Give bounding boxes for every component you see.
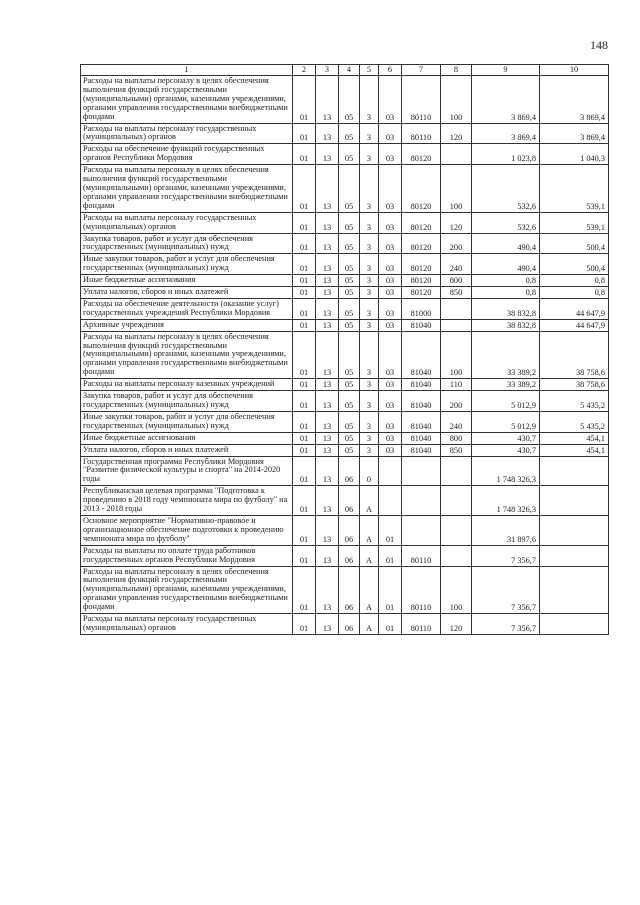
program-code-cell: 06: [339, 614, 360, 635]
table-row: [81, 379, 609, 391]
event-code-cell: 01: [379, 545, 402, 566]
table-row: [81, 486, 609, 516]
row-name-cell: Расходы на выплаты по оплате труда работников государственных органов Республики Мордовия: [81, 545, 293, 566]
expense-type-cell: [441, 486, 472, 516]
amount-year2-cell: 454,1: [540, 444, 609, 456]
expense-type-cell: [441, 456, 472, 486]
subprogram-code-cell: А: [360, 566, 379, 614]
expense-type-cell: [441, 319, 472, 331]
amount-year2-cell: [540, 614, 609, 635]
row-name-cell: Основное мероприятие "Нормативно-правовое и организационное обеспечение подготовки к проведению чемпионата мира по футболу": [81, 515, 293, 545]
expense-type-cell: 120: [441, 123, 472, 144]
event-code-cell: 03: [379, 76, 402, 124]
table-row: [81, 444, 609, 456]
event-code-cell: 03: [379, 379, 402, 391]
header-cell: 7: [402, 65, 441, 76]
amount-year2-cell: 44 647,9: [540, 319, 609, 331]
section-code-cell: 01: [293, 432, 316, 444]
direction-code-cell: 80120: [402, 287, 441, 299]
amount-year1-cell: 0,8: [472, 287, 540, 299]
program-code-cell: 05: [339, 76, 360, 124]
event-code-cell: 03: [379, 275, 402, 287]
amount-year1-cell: 1 748 326,3: [472, 456, 540, 486]
direction-code-cell: 81040: [402, 432, 441, 444]
amount-year1-cell: 3 869,4: [472, 123, 540, 144]
table-row: [81, 614, 609, 635]
amount-year1-cell: 3 869,4: [472, 76, 540, 124]
subprogram-code-cell: 3: [360, 432, 379, 444]
amount-year1-cell: 7 356,7: [472, 614, 540, 635]
subsection-code-cell: 13: [316, 254, 339, 275]
event-code-cell: [379, 456, 402, 486]
table-row: [81, 287, 609, 299]
amount-year2-cell: [540, 545, 609, 566]
row-name-cell: Иные закупки товаров, работ и услуг для обеспечения государственных (муниципальных) нужд: [81, 411, 293, 432]
event-code-cell: 03: [379, 144, 402, 165]
amount-year2-cell: 3 869,4: [540, 123, 609, 144]
subprogram-code-cell: А: [360, 486, 379, 516]
expense-type-cell: 200: [441, 391, 472, 412]
program-code-cell: 05: [339, 379, 360, 391]
amount-year2-cell: 0,8: [540, 275, 609, 287]
expense-type-cell: 800: [441, 275, 472, 287]
row-name-cell: Закупка товаров, работ и услуг для обеспечения государственных (муниципальных) нужд: [81, 233, 293, 254]
section-code-cell: 01: [293, 298, 316, 319]
table-row: [81, 515, 609, 545]
direction-code-cell: [402, 515, 441, 545]
event-code-cell: 03: [379, 233, 402, 254]
section-code-cell: 01: [293, 456, 316, 486]
section-code-cell: 01: [293, 444, 316, 456]
table-row: [81, 144, 609, 165]
subprogram-code-cell: 3: [360, 391, 379, 412]
table-row: [81, 456, 609, 486]
program-code-cell: 06: [339, 566, 360, 614]
row-name-cell: Республиканская целевая программа "Подготовка к проведению в 2018 году чемпионата мира по футболу" на 2013 - 2018 годы: [81, 486, 293, 516]
expense-type-cell: 100: [441, 331, 472, 379]
table-row: [81, 331, 609, 379]
amount-year2-cell: 500,4: [540, 254, 609, 275]
section-code-cell: 01: [293, 254, 316, 275]
program-code-cell: 06: [339, 515, 360, 545]
amount-year2-cell: 539,1: [540, 165, 609, 213]
event-code-cell: 01: [379, 614, 402, 635]
header-cell: 8: [441, 65, 472, 76]
row-name-cell: Уплата налогов, сборов и иных платежей: [81, 444, 293, 456]
table-row: [81, 165, 609, 213]
subsection-code-cell: 13: [316, 76, 339, 124]
section-code-cell: 01: [293, 319, 316, 331]
subsection-code-cell: 13: [316, 566, 339, 614]
table-row: [81, 298, 609, 319]
table-row: [81, 391, 609, 412]
row-name-cell: Расходы на выплаты персоналу государственных (муниципальных) органов: [81, 614, 293, 635]
subsection-code-cell: 13: [316, 319, 339, 331]
amount-year2-cell: 3 869,4: [540, 76, 609, 124]
amount-year1-cell: 33 389,2: [472, 331, 540, 379]
header-cell: 6: [379, 65, 402, 76]
section-code-cell: 01: [293, 144, 316, 165]
header-cell: 1: [81, 65, 293, 76]
budget-table: [80, 64, 609, 635]
subsection-code-cell: 13: [316, 444, 339, 456]
table-row: [81, 233, 609, 254]
event-code-cell: 03: [379, 165, 402, 213]
table-row: [81, 411, 609, 432]
subsection-code-cell: 13: [316, 411, 339, 432]
expense-type-cell: 800: [441, 432, 472, 444]
table-row: [81, 566, 609, 614]
section-code-cell: 01: [293, 123, 316, 144]
program-code-cell: 06: [339, 486, 360, 516]
amount-year1-cell: 1 748 326,3: [472, 486, 540, 516]
row-name-cell: Расходы на обеспечение функций государственных органов Республики Мордовия: [81, 144, 293, 165]
expense-type-cell: 110: [441, 379, 472, 391]
program-code-cell: 05: [339, 391, 360, 412]
row-name-cell: Иные бюджетные ассигнования: [81, 275, 293, 287]
header-cell: 3: [316, 65, 339, 76]
amount-year1-cell: 430,7: [472, 444, 540, 456]
subsection-code-cell: 13: [316, 391, 339, 412]
program-code-cell: 05: [339, 432, 360, 444]
subprogram-code-cell: 3: [360, 144, 379, 165]
subprogram-code-cell: 3: [360, 76, 379, 124]
direction-code-cell: 80110: [402, 545, 441, 566]
amount-year2-cell: [540, 566, 609, 614]
table-row: [81, 123, 609, 144]
subprogram-code-cell: А: [360, 614, 379, 635]
event-code-cell: 03: [379, 319, 402, 331]
amount-year1-cell: 490,4: [472, 233, 540, 254]
section-code-cell: 01: [293, 331, 316, 379]
program-code-cell: 05: [339, 254, 360, 275]
section-code-cell: 01: [293, 287, 316, 299]
direction-code-cell: 80120: [402, 275, 441, 287]
amount-year2-cell: 454,1: [540, 432, 609, 444]
expense-type-cell: [441, 545, 472, 566]
section-code-cell: 01: [293, 566, 316, 614]
event-code-cell: 03: [379, 298, 402, 319]
amount-year1-cell: 7 356,7: [472, 566, 540, 614]
expense-type-cell: 120: [441, 212, 472, 233]
subsection-code-cell: 13: [316, 287, 339, 299]
row-name-cell: Расходы на выплаты персоналу казенных учреждений: [81, 379, 293, 391]
subsection-code-cell: 13: [316, 614, 339, 635]
subsection-code-cell: 13: [316, 165, 339, 213]
subsection-code-cell: 13: [316, 331, 339, 379]
row-name-cell: Расходы на выплаты персоналу государственных (муниципальных) органов: [81, 212, 293, 233]
amount-year2-cell: 5 435,2: [540, 411, 609, 432]
event-code-cell: 03: [379, 411, 402, 432]
event-code-cell: 03: [379, 432, 402, 444]
section-code-cell: 01: [293, 379, 316, 391]
program-code-cell: 05: [339, 275, 360, 287]
section-code-cell: 01: [293, 545, 316, 566]
amount-year1-cell: 1 023,8: [472, 144, 540, 165]
row-name-cell: Архивные учреждения: [81, 319, 293, 331]
subsection-code-cell: 13: [316, 379, 339, 391]
subprogram-code-cell: 3: [360, 254, 379, 275]
program-code-cell: 05: [339, 411, 360, 432]
direction-code-cell: 81040: [402, 444, 441, 456]
amount-year2-cell: 38 758,6: [540, 379, 609, 391]
row-name-cell: Иные закупки товаров, работ и услуг для обеспечения государственных (муниципальных) нужд: [81, 254, 293, 275]
amount-year1-cell: 490,4: [472, 254, 540, 275]
subprogram-code-cell: 3: [360, 444, 379, 456]
amount-year2-cell: 1 040,3: [540, 144, 609, 165]
event-code-cell: 03: [379, 287, 402, 299]
subsection-code-cell: 13: [316, 233, 339, 254]
direction-code-cell: 80110: [402, 76, 441, 124]
row-name-cell: Расходы на обеспечение деятельности (оказание услуг) государственных учреждений Республики Мордовия: [81, 298, 293, 319]
subsection-code-cell: 13: [316, 486, 339, 516]
table-body: [81, 76, 609, 635]
amount-year2-cell: [540, 486, 609, 516]
program-code-cell: 05: [339, 144, 360, 165]
direction-code-cell: 81040: [402, 319, 441, 331]
row-name-cell: Расходы на выплаты персоналу в целях обеспечения выполнения функций государственными (муниципальными) органами, казенными учреждениями, органами управления государственными внебюджетными фондами: [81, 566, 293, 614]
program-code-cell: 05: [339, 444, 360, 456]
expense-type-cell: 240: [441, 411, 472, 432]
direction-code-cell: 80110: [402, 123, 441, 144]
table-row: [81, 76, 609, 124]
event-code-cell: 03: [379, 123, 402, 144]
subsection-code-cell: 13: [316, 144, 339, 165]
subsection-code-cell: 13: [316, 432, 339, 444]
subprogram-code-cell: 3: [360, 233, 379, 254]
subsection-code-cell: 13: [316, 123, 339, 144]
expense-type-cell: 850: [441, 287, 472, 299]
subprogram-code-cell: А: [360, 515, 379, 545]
direction-code-cell: 80120: [402, 165, 441, 213]
table-row: [81, 319, 609, 331]
section-code-cell: 01: [293, 411, 316, 432]
row-name-cell: Расходы на выплаты персоналу в целях обеспечения выполнения функций государственными (муниципальными) органами, казенными учреждениями, органами управления государственными внебюджетными фондами: [81, 331, 293, 379]
expense-type-cell: 200: [441, 233, 472, 254]
event-code-cell: 03: [379, 391, 402, 412]
direction-code-cell: 80120: [402, 212, 441, 233]
expense-type-cell: 120: [441, 614, 472, 635]
row-name-cell: Расходы на выплаты персоналу в целях обеспечения выполнения функций государственными (муниципальными) органами, казенными учреждениями, органами управления государственными внебюджетными фондами: [81, 76, 293, 124]
amount-year2-cell: 5 435,2: [540, 391, 609, 412]
row-name-cell: Закупка товаров, работ и услуг для обеспечения государственных (муниципальных) нужд: [81, 391, 293, 412]
direction-code-cell: 81040: [402, 391, 441, 412]
amount-year1-cell: 38 832,8: [472, 298, 540, 319]
section-code-cell: 01: [293, 515, 316, 545]
subprogram-code-cell: 3: [360, 212, 379, 233]
expense-type-cell: 100: [441, 566, 472, 614]
subsection-code-cell: 13: [316, 456, 339, 486]
amount-year2-cell: 500,4: [540, 233, 609, 254]
header-cell: 9: [472, 65, 540, 76]
page-number: 148: [590, 38, 608, 52]
amount-year1-cell: 0,8: [472, 275, 540, 287]
amount-year1-cell: 5 012,9: [472, 411, 540, 432]
section-code-cell: 01: [293, 275, 316, 287]
direction-code-cell: 81040: [402, 331, 441, 379]
subprogram-code-cell: 3: [360, 379, 379, 391]
table-header-row: [81, 65, 609, 76]
header-cell: 5: [360, 65, 379, 76]
event-code-cell: 01: [379, 566, 402, 614]
subprogram-code-cell: 3: [360, 298, 379, 319]
subsection-code-cell: 13: [316, 298, 339, 319]
amount-year2-cell: 38 758,6: [540, 331, 609, 379]
program-code-cell: 05: [339, 331, 360, 379]
program-code-cell: 05: [339, 233, 360, 254]
section-code-cell: 01: [293, 486, 316, 516]
subprogram-code-cell: 3: [360, 331, 379, 379]
direction-code-cell: 80120: [402, 254, 441, 275]
event-code-cell: 03: [379, 254, 402, 275]
program-code-cell: 05: [339, 212, 360, 233]
subprogram-code-cell: 3: [360, 123, 379, 144]
event-code-cell: 01: [379, 515, 402, 545]
expense-type-cell: 100: [441, 165, 472, 213]
program-code-cell: 05: [339, 298, 360, 319]
direction-code-cell: 81000: [402, 298, 441, 319]
amount-year1-cell: 31 897,6: [472, 515, 540, 545]
subprogram-code-cell: 3: [360, 165, 379, 213]
header-cell: 2: [293, 65, 316, 76]
direction-code-cell: [402, 456, 441, 486]
event-code-cell: [379, 486, 402, 516]
amount-year1-cell: 532,6: [472, 212, 540, 233]
program-code-cell: 06: [339, 456, 360, 486]
table-row: [81, 545, 609, 566]
table-row: [81, 275, 609, 287]
subprogram-code-cell: 3: [360, 275, 379, 287]
program-code-cell: 06: [339, 545, 360, 566]
expense-type-cell: 850: [441, 444, 472, 456]
section-code-cell: 01: [293, 391, 316, 412]
amount-year1-cell: 38 832,8: [472, 319, 540, 331]
direction-code-cell: [402, 486, 441, 516]
event-code-cell: 03: [379, 331, 402, 379]
event-code-cell: 03: [379, 444, 402, 456]
subsection-code-cell: 13: [316, 515, 339, 545]
row-name-cell: Иные бюджетные ассигнования: [81, 432, 293, 444]
expense-type-cell: [441, 515, 472, 545]
program-code-cell: 05: [339, 287, 360, 299]
direction-code-cell: 80120: [402, 144, 441, 165]
header-cell: 10: [540, 65, 609, 76]
direction-code-cell: 80120: [402, 233, 441, 254]
amount-year2-cell: [540, 456, 609, 486]
amount-year2-cell: [540, 515, 609, 545]
row-name-cell: Расходы на выплаты персоналу в целях обеспечения выполнения функций государственными (муниципальными) органами, казенными учреждениями, органами управления государственными внебюджетными фондами: [81, 165, 293, 213]
section-code-cell: 01: [293, 165, 316, 213]
row-name-cell: Расходы на выплаты персоналу государственных (муниципальных) органов: [81, 123, 293, 144]
subprogram-code-cell: 3: [360, 319, 379, 331]
subprogram-code-cell: 3: [360, 411, 379, 432]
amount-year2-cell: 0,8: [540, 287, 609, 299]
section-code-cell: 01: [293, 614, 316, 635]
amount-year1-cell: 532,6: [472, 165, 540, 213]
program-code-cell: 05: [339, 165, 360, 213]
direction-code-cell: 81040: [402, 379, 441, 391]
subprogram-code-cell: А: [360, 545, 379, 566]
amount-year1-cell: 430,7: [472, 432, 540, 444]
table-row: [81, 254, 609, 275]
amount-year1-cell: 33 389,2: [472, 379, 540, 391]
header-cell: 4: [339, 65, 360, 76]
row-name-cell: Уплата налогов, сборов и иных платежей: [81, 287, 293, 299]
program-code-cell: 05: [339, 123, 360, 144]
section-code-cell: 01: [293, 233, 316, 254]
subsection-code-cell: 13: [316, 212, 339, 233]
expense-type-cell: [441, 144, 472, 165]
table-row: [81, 432, 609, 444]
section-code-cell: 01: [293, 76, 316, 124]
expense-type-cell: [441, 298, 472, 319]
direction-code-cell: 80110: [402, 566, 441, 614]
subsection-code-cell: 13: [316, 545, 339, 566]
row-name-cell: Государственная программа Республики Мордовия "Развитие физической культуры и спорта" на 2014-2020 годы: [81, 456, 293, 486]
amount-year2-cell: 539,1: [540, 212, 609, 233]
section-code-cell: 01: [293, 212, 316, 233]
subsection-code-cell: 13: [316, 275, 339, 287]
program-code-cell: 05: [339, 319, 360, 331]
event-code-cell: 03: [379, 212, 402, 233]
subprogram-code-cell: 3: [360, 287, 379, 299]
amount-year2-cell: 44 647,9: [540, 298, 609, 319]
direction-code-cell: 80110: [402, 614, 441, 635]
expense-type-cell: 240: [441, 254, 472, 275]
table-row: [81, 212, 609, 233]
amount-year1-cell: 7 356,7: [472, 545, 540, 566]
expense-type-cell: 100: [441, 76, 472, 124]
subprogram-code-cell: 0: [360, 456, 379, 486]
direction-code-cell: 81040: [402, 411, 441, 432]
amount-year1-cell: 5 012,9: [472, 391, 540, 412]
